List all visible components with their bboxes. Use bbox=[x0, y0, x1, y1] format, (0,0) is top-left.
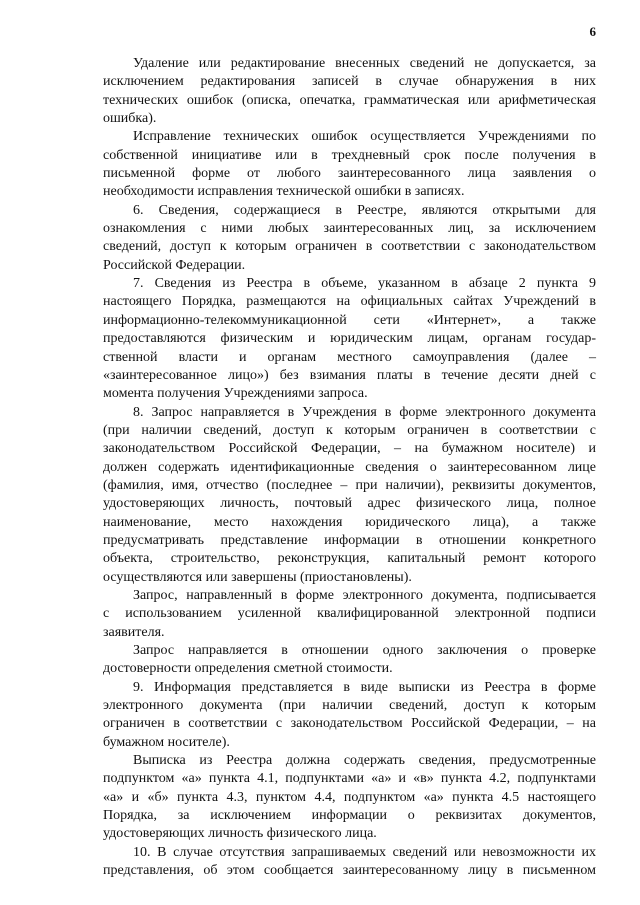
text-line: с использованием усиленной квалифицированной электронной подписи bbox=[103, 606, 596, 622]
text-line: осуществляются или завершены (приостановлены). bbox=[103, 569, 412, 585]
text-line: удостоверяющих личность физического лица. bbox=[103, 826, 377, 842]
text-line: объекта, строительство, реконструкция, капитальный ремонт которого bbox=[103, 551, 596, 567]
text-line: технических ошибок (описка, опечатка, грамматическая или арифметическая bbox=[103, 92, 596, 108]
text-line: достоверности определения сметной стоимости. bbox=[103, 661, 393, 677]
text-line: информационно-телекоммуникационной сети «Интернет», а также bbox=[103, 312, 596, 328]
text-line: Запрос, направленный в форме электронного документа, подписывается bbox=[133, 587, 596, 603]
text-line: заявителя. bbox=[103, 624, 165, 640]
text-line: 10. В случае отсутствия запрашиваемых сведений или невозможности их bbox=[133, 844, 596, 860]
text-line: «заинтересованное лицо») без взимания платы в течение десяти дней с bbox=[103, 367, 596, 383]
text-line: письменной форме от любого заинтересованного лица заявления о bbox=[103, 166, 596, 182]
text-line: настоящего Порядка, размещаются на официальных сайтах Учреждений в bbox=[103, 294, 596, 310]
text-line: Исправление технических ошибок осуществляется Учреждениями по bbox=[133, 129, 596, 145]
text-line: сведений, доступ к которым ограничен в соответствии с законодательством bbox=[103, 239, 596, 255]
text-line: электронного документа (при наличии сведений, доступ к которым bbox=[103, 698, 596, 714]
text-line: предусматривать представление информации в отношении конкретного bbox=[103, 532, 596, 548]
text-line: 6. Сведения, содержащиеся в Реестре, являются открытыми для bbox=[133, 202, 596, 218]
text-line: ошибка). bbox=[103, 111, 157, 127]
text-line: ограничен в соответствии с законодательством Российской Федерации, – на bbox=[103, 716, 596, 732]
text-line: должен содержать идентификационные сведения о заинтересованном лице bbox=[103, 459, 596, 475]
text-line: законодательством Российской Федерации, – на бумажном носителе) и bbox=[103, 441, 596, 457]
text-line: (при наличии сведений, доступ к которым ограничен в соответствии с bbox=[103, 422, 596, 438]
text-line: необходимости исправления технической ошибки в записях. bbox=[103, 184, 465, 200]
text-line: (фамилия, имя, отчество (последнее – при наличии), реквизиты документов, bbox=[103, 477, 596, 493]
text-line: удостоверяющих личность, почтовый адрес физического лица, полное bbox=[103, 496, 596, 512]
text-line: бумажном носителе). bbox=[103, 734, 230, 750]
text-line: 7. Сведения из Реестра в объеме, указанном в абзаце 2 пункта 9 bbox=[133, 276, 596, 292]
text-line: Порядка, за исключением информации о реквизитах документов, bbox=[103, 808, 596, 824]
text-line: момента получения Учреждениями запроса. bbox=[103, 386, 368, 402]
text-line: Российской Федерации. bbox=[103, 257, 246, 273]
text-line: предоставляются физическим и юридическим лицам, органам государ- bbox=[103, 331, 596, 347]
text-line: Запрос направляется в отношении одного заключения о проверке bbox=[133, 643, 596, 658]
text-line: представления, об этом сообщается заинтересованному лицу в письменном bbox=[103, 863, 596, 879]
text-line: Выписка из Реестра должна содержать сведения, предусмотренные bbox=[133, 753, 596, 769]
text-line: «а» и «б» пункта 4.3, пунктом 4.4, подпунктом «а» пункта 4.5 настоящего bbox=[103, 789, 596, 805]
text-line: наименование, место нахождения юридического лица), а также bbox=[103, 514, 596, 530]
text-line: подпунктом «а» пункта 4.1, подпунктами «а» и «в» пункта 4.2, подпунктами bbox=[103, 771, 596, 787]
text-line: ственной власти и органам местного самоуправления (далее – bbox=[103, 349, 596, 365]
text-line: 8. Запрос направляется в Учреждения в форме электронного документа bbox=[133, 404, 596, 420]
text-line: ознакомления с ними любых заинтересованных лиц, за исключением bbox=[103, 221, 596, 237]
text-line: собственной инициативе или в трехдневный срок после получения в bbox=[103, 147, 596, 163]
text-line: 9. Информация представляется в виде выписки из Реестра в форме bbox=[133, 679, 596, 695]
text-line: исключением редактирования записей в случае обнаружения в них bbox=[103, 74, 596, 90]
page-number: 6 bbox=[589, 24, 596, 39]
document-body bbox=[103, 55, 596, 880]
text-line: Удаление или редактирование внесенных сведений не допускается, за bbox=[133, 56, 596, 71]
